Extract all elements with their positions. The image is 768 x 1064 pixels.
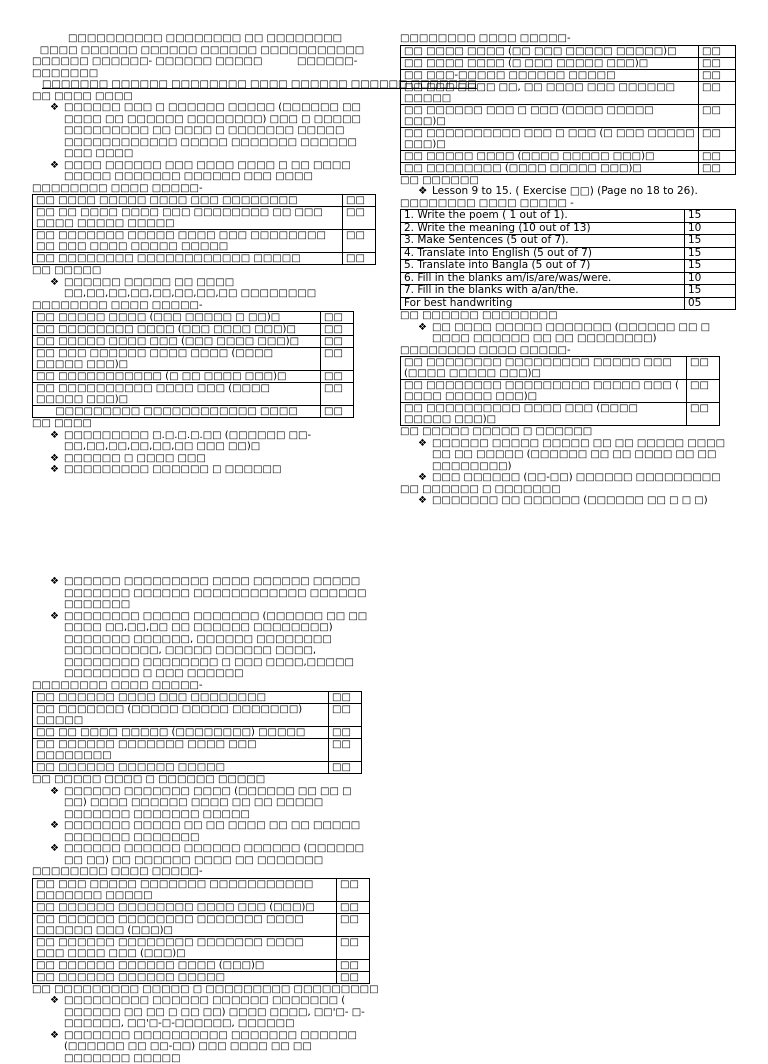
question-cell: □□ □□□□□□ □□□□ □□□ □□□□□□□□ [33,692,329,704]
bullet-text: □□□□□□ □□□□□ □□ □□□□ □□,□□,□□,□□,□□,□□,□□,□□ □□□□□□□□ [64,277,316,300]
table-row [33,878,370,901]
marks-heading: □□□□□□□□ □□□□ □□□□□ - [400,198,738,210]
diamond-bullet-icon: ❖ [50,102,59,114]
table-row [33,195,376,207]
bullet-item [32,820,372,843]
question-cell: □□ □□□□□□□□ □□□□□□□□□ □□□□□ □□□ (□□□□ □□□□□ □□□)□ [401,357,687,380]
bullet-text: □□□□□□ □□□ □ □□□□□□ □□□□□ (□□□□□□ □□ □□□□ □□ □□□□□□ □□□□□□□□) □□□ □ □□□□□ □□□□□□□□□ □□ □□□□ □ □□□□□□□ □□□□□ □□□□□□□□□□□□ □□□□□ □□□□□□□ □□□□□□ □□□ □□□□ [64,102,361,159]
table-row [33,762,362,774]
question-cell: □□ □□□ □□□□□□ □□□□ □□□□ (□□□□ □□□□□ □□□)□ [33,348,321,371]
question-cell: □□ □□□□□ □□□□ □□□ (□□□ □□□□ □□□)□ [33,336,321,348]
bullet-item [32,160,372,183]
diamond-bullet-icon: ❖ [50,611,59,623]
section-c-heading: □□ □□□□□□□□□ □□□□□ □ □□□□□□□□□ □□□□□□□□□ [32,984,372,996]
diamond-bullet-icon: ❖ [50,464,59,476]
question-cell: □□ □□□□ □□□□ (□ □□□ □□□□□ □□□)□ [401,57,699,69]
table-row [401,162,736,174]
bullet-item [32,1030,372,1064]
marks-cell: □□ [321,383,354,406]
marks-heading: □□□□□□□□ □□□□ □□□□□- [32,300,372,312]
section-1-heading: □□ □□□□ □□□□ [32,91,372,103]
bullet-item [32,430,372,453]
marks-cell: 05 [685,297,736,310]
question-cell: □□ □□□□□□□□□□ □□□□ □□□ (□□□□ □□□□□ □□□)□ [33,383,321,406]
marks-cell: □□ [337,913,370,936]
marks-cell: □□ [699,45,736,57]
question-cell: □□ □□□□□□ □□□□□□□□ □□□□□□□ □□□□ □□□ □□□□ □□□ (□□□)□ [33,936,337,959]
table-row [401,235,736,248]
marks-cell: □□ [343,207,376,230]
section-2-heading: □□ □□□□□ [32,265,372,277]
question-cell: □□ □□□□ □□□□ (□□ □□□ □□□□□ □□□□□)□ [401,45,699,57]
table-row [401,57,736,69]
marks-cell: □□ [343,195,376,207]
diamond-bullet-icon: ❖ [50,1030,59,1042]
marks-cell: □□ [699,57,736,69]
marks-cell: □□ [337,971,370,983]
question-cell: □□ □□□□□□□□ □□□□ (□□□ □□□□ □□□)□ [33,324,321,336]
bullet-item [32,453,372,465]
diamond-bullet-icon: ❖ [418,495,427,507]
marks-heading: □□□□□□□□ □□□□ □□□□□- [400,33,738,45]
diamond-bullet-icon: ❖ [418,472,427,484]
marks-cell: □□ [321,324,354,336]
section-b-heading: □□ □□□□□ □□□□ □ □□□□□□ □□□□□ [32,774,372,786]
bullet-text: □□□□□□□ □□□□□ □□ □□ □□□□ □□ □□ □□□□□ □□□□□□□ □□□□□□□ [64,820,360,843]
table-row [401,104,736,127]
table-row [33,739,362,762]
table-row [33,913,370,936]
question-cell: □□ □□□□□□□□ □□□□□□□□□□□□ □□□□□ [33,253,343,265]
bullet-item [32,102,372,160]
table-row [401,403,720,426]
marks-table [400,45,736,175]
table-row [33,901,370,913]
marks-cell: 10 [685,272,736,285]
table-row [33,230,376,253]
bullet-text: □□□□□□□ □□□□□□□□□□ □□□□□□□ □□□□□□ (□□□□□□ □□ □□-□□) □□□ □□□□ □□ □□ □□□□□□□ □□□□□ [64,1030,357,1064]
table-row [33,406,354,418]
question-cell: 7. Fill in the blanks with a/an/the. [401,285,685,298]
marks-heading: □□□□□□□□ □□□□ □□□□□- [32,680,372,692]
diamond-bullet-icon: ❖ [50,843,59,855]
marks-cell: □□ [699,127,736,150]
question-cell: □□ □□□ □□□□ □□, □□ □□□□ □□□ □□□□□□ □□□□□ [401,81,699,104]
bullet-text: □□□□□□□□□ □□□□□□ □□□□□□ □□□□□□□ ( □□□□□□ □□ □□ □ □□ □□) □□□□ □□□□, □□'□- □-□□□□□□, □□'□-□-□□□□□□, □□□□□□ [64,995,365,1029]
question-cell: □□ □□□□□ □□□□ (□□□ □□□□□ □ □□)□ [33,312,321,324]
marks-table [32,194,376,265]
table-row [401,297,736,310]
table-row [33,348,354,371]
bullet-item [32,611,372,680]
marks-cell: □□ [337,878,370,901]
bullet-text: Lesson 9 to 15. ( Exercise □□) (Page no 18 to 26). [432,185,698,197]
doc-title-3-right: □□□□□□- [297,56,357,68]
marks-heading: □□□□□□□□ □□□□ □□□□□- [400,345,738,357]
bullet-text: □□□□□□□□□ □.□.□.□.□□ (□□□□□□ □□- □□,□□,□□,□□,□□,□□ □□□ □□)□ [64,430,311,453]
diamond-bullet-icon: ❖ [418,186,427,198]
question-cell: □□ □□□□□□□ (□□□□□ □□□□□ □□□□□□□) □□□□□ [33,704,329,727]
diamond-bullet-icon: ❖ [50,995,59,1007]
question-cell: 6. Fill in the blanks am/is/are/was/were. [401,272,685,285]
question-cell: □□ □□□□□□□□□□ □□□ □ □□□ (□ □□□ □□□□□ □□□)□ [401,127,699,150]
marks-table [400,356,720,426]
diamond-bullet-icon: ❖ [50,453,59,465]
diamond-bullet-icon: ❖ [50,160,59,172]
table-row [33,324,354,336]
table-row [33,692,362,704]
question-cell: □□ □□□□□□ □□□ □ □□□ (□□□□ □□□□□ □□□)□ [401,104,699,127]
marks-heading: □□□□□□□□ □□□□ □□□□□- [32,866,372,878]
english-marks-table [400,209,736,310]
table-row [401,247,736,260]
question-cell: □□□□□□□□□ □□□□□□□□□□□□ □□□□ [33,406,321,418]
diamond-bullet-icon: ❖ [50,430,59,442]
table-row [33,936,370,959]
marks-cell: □□ [343,230,376,253]
marks-cell: □□ [329,762,362,774]
marks-cell: □□ [321,406,354,418]
marks-table [32,691,362,774]
marks-cell: 15 [685,235,736,248]
marks-cell: □□ [329,739,362,762]
diamond-bullet-icon: ❖ [50,786,59,798]
section-e-heading: □□ □□□□□ □□□□□ □ □□□□□□ [400,426,738,438]
subject-line: □□□□□□□ □□□□□□ □□□□□□□□ □□□□ □□□□□□ □□□□□□ □□□□□□□ [32,79,372,91]
bullet-item [32,995,372,1030]
marks-cell: □□ [337,959,370,971]
marks-cell: □□ [699,81,736,104]
marks-cell: □□ [321,371,354,383]
marks-cell: □□ [321,312,354,324]
diamond-bullet-icon: ❖ [50,820,59,832]
section-3-heading: □□ □□□□ [32,418,372,430]
doc-title-1: □□□□□□□□□□ □□□□□□□□ □□ □□□□□□□□ [32,33,372,45]
bullet-item [32,786,372,821]
table-row [401,380,720,403]
table-row [33,959,370,971]
question-cell: □□ □□□□□□ □□□□□□□□ □□□□ □□□ (□□□)□ [33,901,337,913]
diamond-bullet-icon: ❖ [50,576,59,588]
bullet-item [32,843,372,866]
diamond-bullet-icon: ❖ [50,277,59,289]
bullet-item [400,322,738,345]
table-row [401,357,720,380]
bullet-item [400,186,738,198]
table-row [33,336,354,348]
table-row [401,260,736,273]
table-row [401,285,736,298]
table-row [33,383,354,406]
table-row [401,69,736,81]
bullet-item [32,576,372,611]
english-section-heading: □□ □□□□□□ [400,175,738,187]
marks-cell: □□ [687,403,720,426]
marks-cell: 15 [685,260,736,273]
table-row [401,210,736,223]
diamond-bullet-icon: ❖ [418,322,427,334]
table-row [401,45,736,57]
marks-cell: □□ [699,104,736,127]
right-column [400,33,738,507]
bullet-text: □□□□□□ □□□□□□□ □□□□ (□□□□□□ □□ □□ □ □□) □□□□ □□□□□□ □□□□ □□ □□ □□□□□ □□□□□□□ □□□□□□□ □□□□□ [64,786,352,820]
section-f-heading: □□ □□□□□□ □ □□□□□□□ [400,484,738,496]
left-top-column [32,33,372,476]
marks-cell: □□ [687,380,720,403]
bullet-item [400,495,738,507]
table-row [401,272,736,285]
marks-cell: □□ [321,336,354,348]
marks-cell: □□ [321,348,354,371]
question-cell: For best handwriting [401,297,685,310]
marks-cell: □□ [329,704,362,727]
marks-cell: □□ [337,936,370,959]
table-row [401,81,736,104]
diamond-bullet-icon: ❖ [418,438,427,450]
table-row [401,127,736,150]
question-cell: □□ □□□□□□□ □□□□□ □□□□ □□□ □□□□□□□□ □□ □□□ □□□□ □□□□□ □□□□□ [33,230,343,253]
question-cell: 5. Translate into Bangla (5 out of 7) [401,260,685,273]
question-cell: 1. Write the poem ( 1 out of 1). [401,210,685,223]
question-cell: □□ □□ □□□□ □□□□□ (□□□□□□□□) □□□□□ [33,727,329,739]
bullet-text: □□□□□□□ □□ □□□□□□ (□□□□□□ □□ □ □ □) [432,495,708,506]
marks-cell: □□ [699,150,736,162]
marks-cell: 10 [685,222,736,235]
question-cell: □□ □□□□ □□□□□ □□□□ □□□ □□□□□□□□ [33,195,343,207]
bullet-text: □□□□□□ □□□□□ □□□□□ □□ □□ □□□□□ □□□□ □□ □□ □□□□□ (□□□□□□ □□ □□ □□□□ □□ □□ □□□□□□□□) [432,438,725,472]
table-row [33,312,354,324]
table-row [33,253,376,265]
question-cell: □□ □□□□□□ □□□□□□□□ □□□□□□□ □□□□ □□□□□□ □□□ (□□□)□ [33,913,337,936]
bullet-text: □□□ □□□□□□ (□□-□□) □□□□□□ □□□□□□□□□ [432,472,721,483]
marks-table [32,878,370,984]
table-row [33,207,376,230]
bullet-item [32,464,372,476]
bullet-text: □□□□□□□□□ □□□□□□ □ □□□□□□ [64,464,281,475]
marks-cell: □□ [699,69,736,81]
question-cell: 3. Make Sentences (5 out of 7). [401,235,685,248]
marks-cell: 15 [685,247,736,260]
question-cell: □□ □□□□□□□□ (□□□□ □□□□□ □□□)□ [401,162,699,174]
question-cell: 2. Write the meaning (10 out of 13) [401,222,685,235]
marks-cell: □□ [343,253,376,265]
question-cell: □□ □□ □□□□ □□□□ □□□ □□□□□□□□ □□ □□□ □□□□ □□□□□ □□□□□ [33,207,343,230]
marks-cell: 15 [685,285,736,298]
doc-title-row-3 [32,56,372,68]
bullet-text: □□□□□□ □□□□□□□□□ □□□□ □□□□□□ □□□□□ □□□□□□□ □□□□□□ □□□□□□□□□□□□ □□□□□□ □□□□□□□ [64,576,366,610]
section-d-heading: □□ □□□□□□ □□□□□□□□ [400,310,738,322]
bullet-text: □□□□ □□□□□□ □□□ □□□□ □□□□ □ □□ □□□□ □□□□□ □□□□□□□ □□□□□□ □□□ □□□□ [64,160,351,183]
doc-title-3-left: □□□□□□ □□□□□□- □□□□□□ □□□□□ [32,56,262,68]
bullet-text: □□□□□□□□ □□□□□ □□□□□□□ (□□□□□□ □□ □□ □□□□ □□,□□,□□ □□ □□□□□□ □□□□□□□□) □□□□□□□ □□□□□□, □□□□□□ □□□□□□□□ □□□□□□□□□□, □□□□□ □□□□□□ □□□□, □□□□□□□□ □□□□□□□□ □ □□□ □□□□,□□□□□ □□□□□□□□ □ □□□ □□□□□□ [64,611,367,680]
marks-cell: □□ [687,357,720,380]
bullet-item [400,472,738,484]
bullet-text: □□□□□□ □ □□□□ □□□ [64,453,206,464]
table-row [33,971,370,983]
question-cell: □□ □□□□□□ □□□□□□ □□□□ (□□□)□ [33,959,337,971]
left-bottom-column [32,576,372,1064]
table-row [33,371,354,383]
question-cell: □□ □□□□□□□□ □□□□□□□□□ □□□□□ □□□ ( □□□□ □□□□□ □□□)□ [401,380,687,403]
bullet-item [400,438,738,473]
bullet-text: □□ □□□□ □□□□□ □□□□□□□ (□□□□□□ □□ □ □□□□ □□□□□□ □□ □□ □□□□□□□□) [432,322,710,345]
doc-title-2: □□□□ □□□□□□ □□□□□□ □□□□□□ □□□□□□□□□□□ [32,45,372,57]
marks-heading: □□□□□□□□ □□□□ □□□□□- [32,183,372,195]
question-cell: 4. Translate into English (5 out of 7) [401,247,685,260]
table-row [401,222,736,235]
marks-cell: □□ [329,692,362,704]
doc-title-4: □□□□□□□ [32,68,372,80]
question-cell: □□ □□□□□□ □□□□□□□ □□□□ □□□ □□□□□□□□ [33,739,329,762]
question-cell: □□ □□□□□□ □□□□□□ □□□□□ [33,971,337,983]
question-cell: □□ □□□□□□□□□□ □□□□ □□□ (□□□□ □□□□□ □□□)□ [401,403,687,426]
marks-cell: □□ [337,901,370,913]
marks-cell: □□ [329,727,362,739]
marks-cell: □□ [699,162,736,174]
question-cell: □□ □□□□□□□□□□□ (□ □□ □□□□ □□□)□ [33,371,321,383]
bullet-text: □□□□□□ □□□□□□ □□□□□□ □□□□□□ (□□□□□□ □□ □□) □□ □□□□□□ □□□□ □□ □□□□□□□ [64,843,364,866]
table-row [33,727,362,739]
table-row [33,704,362,727]
marks-cell: 15 [685,210,736,223]
question-cell: □□ □□□□□□ □□□□□□ □□□□□ [33,762,329,774]
bullet-item [32,277,372,300]
marks-table [32,311,354,418]
table-row [401,150,736,162]
question-cell: □□ □□□ □□□□□ □□□□□□□ □□□□□□□□□□□ □□□□□□□ □□□□□ [33,878,337,901]
question-cell: □□ □□□□□ □□□□ (□□□□ □□□□□ □□□)□ [401,150,699,162]
question-cell: □□ □□□-□□□□□ □□□□□□ □□□□□ [401,69,699,81]
